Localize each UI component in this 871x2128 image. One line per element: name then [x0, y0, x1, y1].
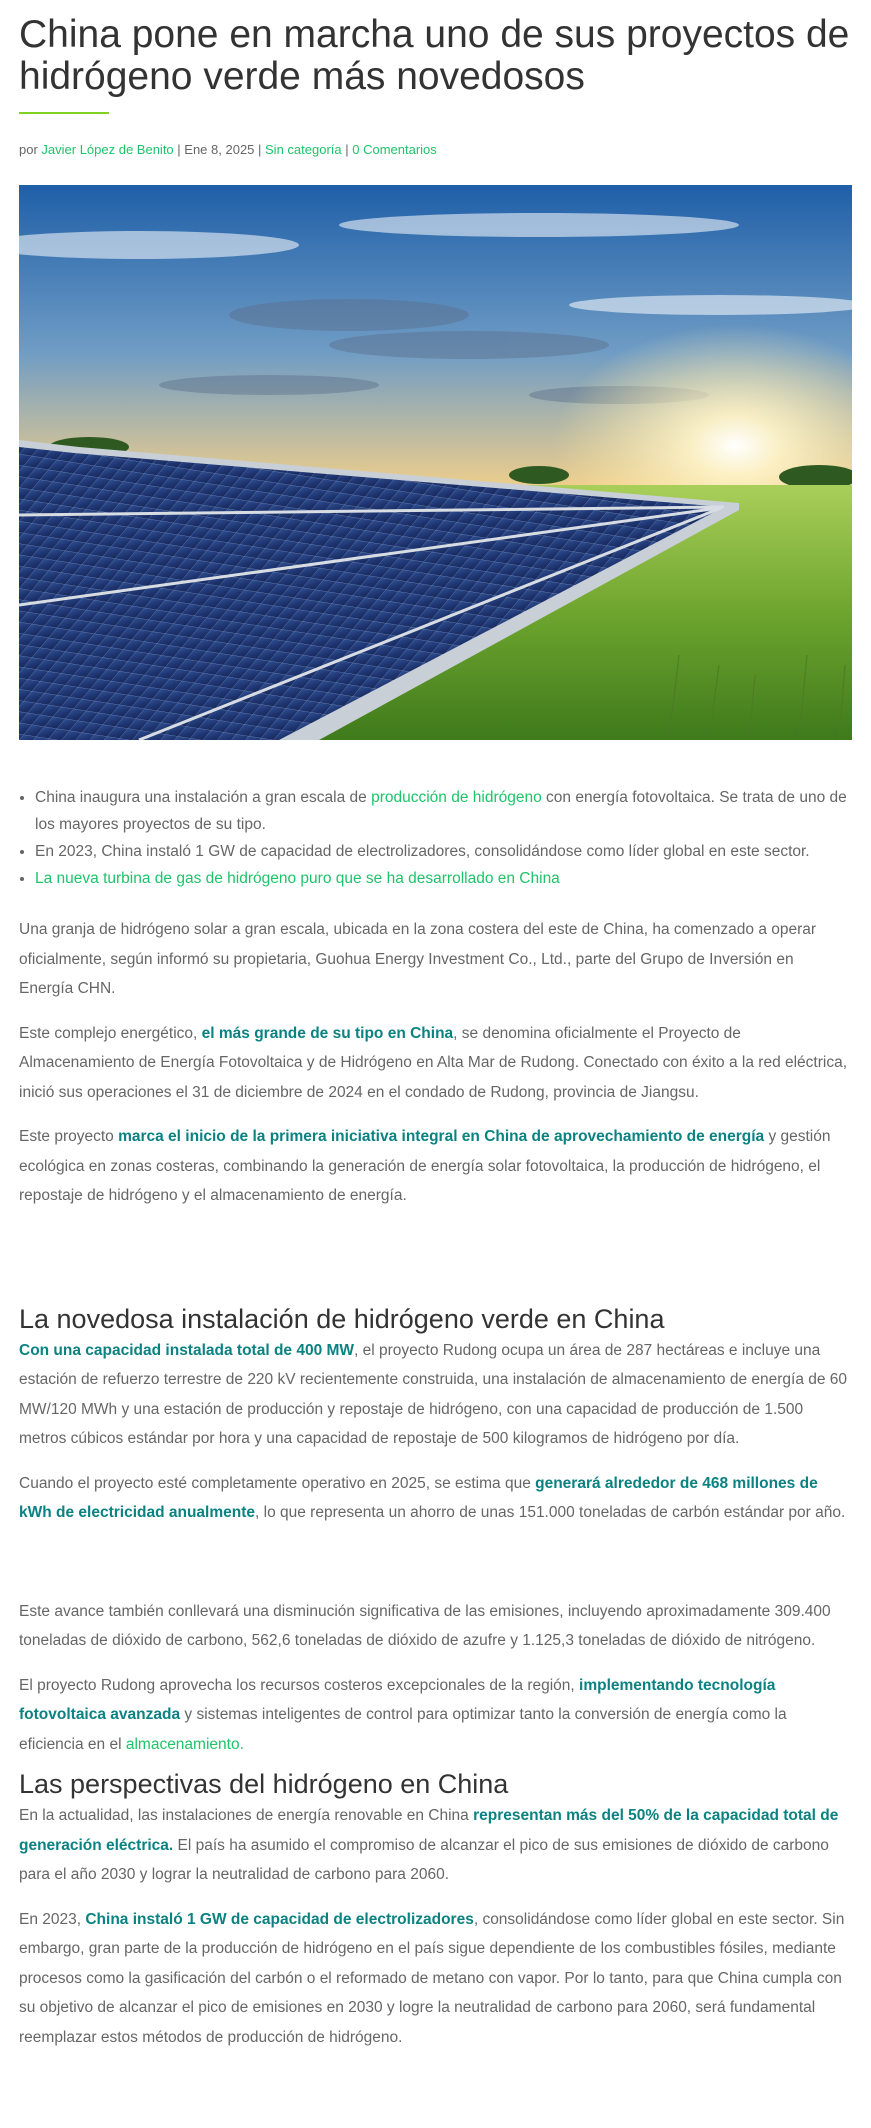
hydrogen-production-link[interactable]: producción de hidrógeno: [371, 789, 542, 806]
bold-highlight: Con una capacidad instalada total de 400 MW: [19, 1341, 355, 1359]
bold-highlight: representan más del 50% de la capacidad total de generación eléctrica.: [19, 1807, 839, 1854]
bold-highlight: implementando tecnología fotovoltaica avanzada: [19, 1676, 776, 1723]
paragraph: [19, 1671, 852, 1760]
text: Este proyecto: [19, 1128, 119, 1145]
comments-link[interactable]: 0 Comentarios: [352, 142, 437, 157]
bold-highlight: marca el inicio de la primera iniciativa integral en China de aprovechamiento de energía: [118, 1128, 765, 1145]
page-title: China pone en marcha uno de sus proyectos de hidrógeno verde más novedosos: [19, 13, 850, 98]
paragraph: [19, 1336, 852, 1454]
post-date: Ene 8, 2025: [184, 142, 255, 157]
author-link[interactable]: Javier López de Benito: [41, 142, 174, 157]
text: Cuando el proyecto esté completamente operativo en 2025, se estima que: [19, 1474, 536, 1492]
text: , lo que representa un ahorro de unas 151.000 toneladas de carbón estándar por año.: [255, 1504, 846, 1521]
paragraph-intro: Una granja de hidrógeno solar a gran escala, ubicada en la zona costera del este de China, ha comenzado a operar oficialmente, según informó su propietaria, Guohua Energy Investment Co., Ltd., parte del Grupo de Inversión en Energía CHN.: [19, 921, 817, 997]
meta-sep: |: [173, 142, 185, 157]
category-link[interactable]: Sin categoría: [265, 142, 342, 157]
list-item: [35, 865, 852, 892]
meta-sep: |: [341, 142, 353, 157]
text: y sistemas inteligentes de control para optimizar tanto la conversión de energía como la eficiencia en el: [19, 1706, 787, 1753]
text: , el proyecto Rudong ocupa un área de 287 hectáreas e incluye una estación de refuerzo terrestre de 220 kV recientemente construida, una instalación de almacenamiento de energía de 60 MW/120 MWh y una estación de producción y repostaje de hidrógeno, con una capacidad de producción de 1.500 metros cúbicos estándar por hora y una capacidad de repostaje de 500 kilogramos de hidrógeno por día.: [19, 1341, 848, 1447]
text: El proyecto Rudong aprovecha los recursos costeros excepcionales de la región,: [19, 1676, 580, 1694]
paragraph: [19, 1122, 852, 1211]
storage-link[interactable]: almacenamiento.: [125, 1735, 244, 1753]
title-divider: [19, 112, 109, 114]
meta-sep: |: [254, 142, 266, 157]
paragraph: [19, 1469, 852, 1528]
list-item: [35, 784, 852, 838]
list-item: [35, 838, 852, 865]
list-item-text: con energía fotovoltaica. Se trata de uno de los mayores proyectos de su tipo.: [35, 789, 847, 833]
post-meta: [19, 141, 852, 159]
hero-image: [19, 185, 852, 740]
text: El país ha asumido el compromiso de alcanzar el pico de sus emisiones de dióxido de carbono para el año 2030 y lograr la neutralidad de carbono para 2060.: [19, 1836, 829, 1883]
section-heading: La novedosa instalación de hidrógeno verde en China: [19, 1303, 665, 1334]
text: y gestión ecológica en zonas costeras, combinando la generación de energía solar fotovoltaica, la producción de hidrógeno, el repostaje de hidrógeno y el almacenamiento de energía.: [19, 1128, 831, 1204]
bold-highlight: generará alrededor de 468 millones de kWh de electricidad anualmente: [19, 1474, 818, 1521]
text: En 2023,: [19, 1910, 86, 1928]
paragraph: [19, 1019, 852, 1108]
article: [0, 14, 871, 2052]
text: En la actualidad, las instalaciones de energía renovable en China: [19, 1807, 474, 1824]
list-item-text: China inaugura una instalación a gran escala de: [35, 789, 372, 806]
section-heading: Las perspectivas del hidrógeno en China: [19, 1769, 509, 1799]
meta-by: por: [19, 142, 42, 157]
list-item-text: En 2023, China instaló 1 GW de capacidad de electrolizadores, consolidándose como líder global en este sector.: [35, 843, 810, 860]
text: , consolidándose como líder global en este sector. Sin embargo, gran parte de la producción de hidrógeno en el país sigue dependiente de los combustibles fósiles, mediante procesos como la gasificación del carbón o el reformado de metano con vapor. Por lo tanto, para que China cumpla con su objetivo de alcanzar el pico de emisiones en 2030 y logre la neutralidad de carbono para 2060, será fundamental reemplazar estos métodos de producción de hidrógeno.: [19, 1910, 845, 2046]
turbine-article-link[interactable]: La nueva turbina de gas de hidrógeno puro que se ha desarrollado en China: [35, 870, 560, 887]
bold-highlight: China instaló 1 GW de capacidad de electrolizadores: [85, 1910, 474, 1928]
paragraph: Este avance también conllevará una disminución significativa de las emisiones, incluyendo aproximadamente 309.400 toneladas de dióxido de carbono, 562,6 toneladas de dióxido de azufre y 1.125,3 toneladas de dióxido de nitrógeno.: [19, 1602, 831, 1649]
highlights-list: [19, 784, 852, 892]
text: , se denomina oficialmente el Proyecto de Almacenamiento de Energía Fotovoltaica y de Hidrógeno en Alta Mar de Rudong. Conectado con éxito a la red eléctrica, inició sus operaciones el 31 de diciembre de 2024 en el condado de Rudong, provincia de Jiangsu.: [19, 1024, 848, 1101]
bold-highlight: el más grande de su tipo en China: [201, 1024, 454, 1042]
text: Este complejo energético,: [19, 1024, 202, 1042]
paragraph: [19, 1801, 852, 1890]
paragraph: [19, 1905, 852, 2053]
